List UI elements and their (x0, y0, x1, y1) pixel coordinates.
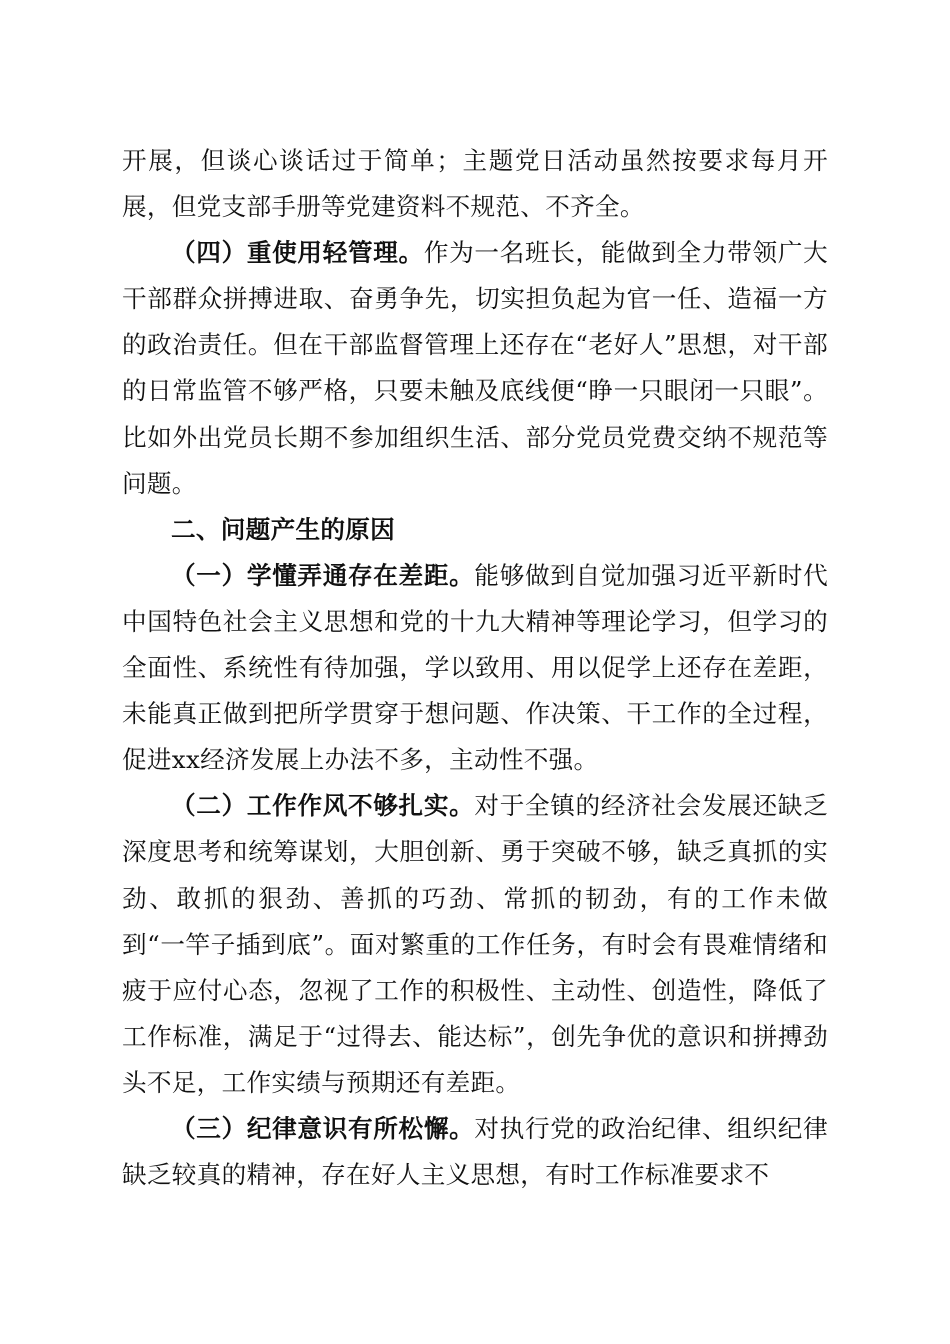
paragraph-text: 对执行党的政治纪律、组织纪律缺乏较真的精神，存在好人主义思想，有时工作标准要求不 (122, 1113, 828, 1190)
paragraph-item-3-discipline (122, 1106, 828, 1198)
section-heading-causes (122, 507, 828, 553)
paragraph-lead: （一）学懂弄通存在差距。 (171, 560, 475, 590)
paragraph-text: 对于全镇的经济社会发展还缺乏深度思考和统筹谋划，大胆创新、勇于突破不够，缺乏真抓的实劲、敢抓的狠劲、善抓的巧劲、常抓的韧劲，有的工作未做到“一竿子插到底”。面对繁重的工作任务，有时会有畏难情绪和疲于应付心态，忽视了工作的积极性、主动性、创造性，降低了工作标准，满足于“过得去、能达标”，创先争优的意识和拼搏劲头不足，工作实绩与预期还有差距。 (122, 791, 828, 1097)
paragraph-lead: （四）重使用轻管理。 (171, 238, 424, 268)
paragraph-item-2-work-style (122, 783, 828, 1106)
paragraph-continuation (122, 138, 828, 230)
paragraph-lead: （二）工作作风不够扎实。 (171, 791, 475, 821)
paragraph-text: 能够做到自觉加强习近平新时代中国特色社会主义思想和党的十九大精神等理论学习，但学习的全面性、系统性有待加强，学以致用、用以促学上还存在差距，未能真正做到把所学贯穿于想问题、作决策、干工作的全过程，促进xx经济发展上办法不多，主动性不强。 (122, 560, 828, 775)
paragraph-item-4-management (122, 230, 828, 507)
document-body (122, 138, 828, 1198)
section-heading-text: 二、问题产生的原因 (171, 514, 396, 544)
paragraph-item-1-study (122, 553, 828, 783)
paragraph-text: 开展，但谈心谈话过于简单；主题党日活动虽然按要求每月开展，但党支部手册等党建资料不规范、不齐全。 (122, 146, 828, 222)
paragraph-lead: （三）纪律意识有所松懈。 (171, 1113, 475, 1143)
paragraph-text: 作为一名班长，能做到全力带领广大干部群众拼搏进取、奋勇争先，切实担负起为官一任、造福一方的政治责任。但在干部监督管理上还存在“老好人”思想，对干部的日常监管不够严格，只要未触及底线便“睁一只眼闭一只眼”。比如外出党员长期不参加组织生活、部分党员党费交纳不规范等问题。 (122, 238, 828, 498)
